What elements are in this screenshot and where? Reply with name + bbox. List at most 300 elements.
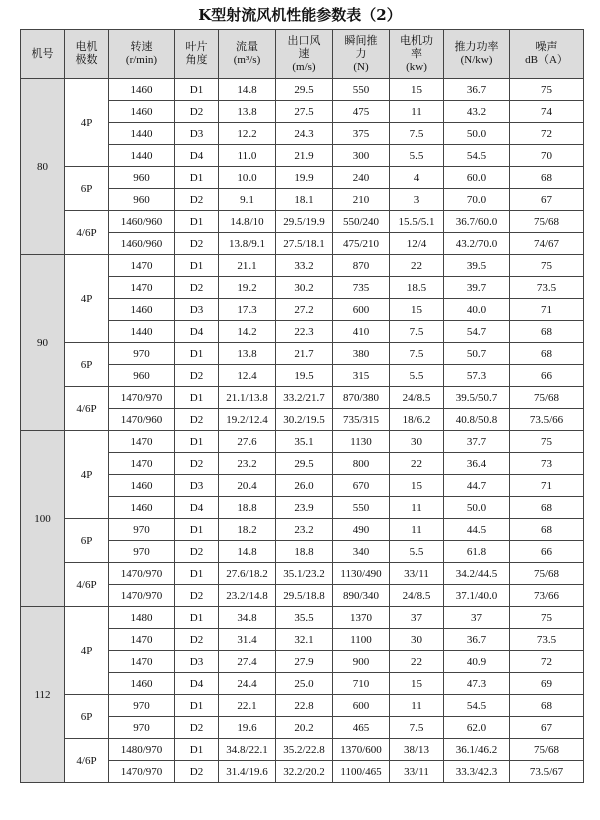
data-cell: 15.5/5.1 [390,211,444,233]
column-header-line: (m/s) [292,60,316,73]
pole-cell: 4P [65,255,109,343]
data-cell: D1 [175,739,219,761]
data-cell: D2 [175,277,219,299]
data-cell: 33.2/21.7 [276,387,333,409]
data-cell: 75 [510,255,584,277]
data-cell: 40.8/50.8 [444,409,510,431]
data-cell: 20.2 [276,717,333,739]
data-cell: 68 [510,695,584,717]
data-cell: 32.1 [276,629,333,651]
data-cell: 73/66 [510,585,584,607]
data-cell: 1470 [109,453,175,475]
data-cell: 18.8 [276,541,333,563]
data-cell: 1460 [109,299,175,321]
data-cell: 44.7 [444,475,510,497]
data-cell: D4 [175,321,219,343]
data-cell: 1470 [109,277,175,299]
data-cell: 36.7 [444,629,510,651]
data-cell: 7.5 [390,321,444,343]
data-cell: D2 [175,409,219,431]
data-cell: 70 [510,145,584,167]
data-cell: 30 [390,629,444,651]
data-cell: 40.0 [444,299,510,321]
column-header-line: 推力功率 [454,41,499,53]
column-header [276,30,333,79]
data-cell: 315 [333,365,390,387]
data-cell: 22 [390,651,444,673]
data-cell: D3 [175,651,219,673]
column-header-line: 瞬间推 [344,34,378,47]
data-cell: 1470 [109,255,175,277]
pole-cell: 6P [65,519,109,563]
data-cell: 1100 [333,629,390,651]
data-cell: 13.8/9.1 [219,233,276,255]
data-cell: 18.2 [219,519,276,541]
data-cell: 30 [390,431,444,453]
data-cell: 11 [390,101,444,123]
data-cell: 73 [510,453,584,475]
data-cell: 27.6 [219,431,276,453]
column-header [444,30,510,79]
data-cell: 75 [510,79,584,101]
data-cell: 15 [390,673,444,695]
column-header-line: (kw) [406,60,427,73]
data-cell: D2 [175,365,219,387]
data-cell: 15 [390,299,444,321]
data-cell: 670 [333,475,390,497]
data-cell: 44.5 [444,519,510,541]
data-cell: D2 [175,585,219,607]
data-cell: 25.0 [276,673,333,695]
data-cell: 1460/960 [109,211,175,233]
column-header-line: (N) [353,60,369,73]
data-cell: 40.9 [444,651,510,673]
table-row [21,607,584,629]
data-cell: 30.2 [276,277,333,299]
data-cell: 14.2 [219,321,276,343]
data-cell: 62.0 [444,717,510,739]
data-cell: 37.7 [444,431,510,453]
data-cell: 970 [109,343,175,365]
data-cell: 27.9 [276,651,333,673]
data-cell: 31.4/19.6 [219,761,276,783]
data-cell: 43.2/70.0 [444,233,510,255]
table-row [21,167,584,189]
data-cell: 1440 [109,145,175,167]
column-header [175,30,219,79]
data-cell: 970 [109,541,175,563]
data-cell: 1460 [109,79,175,101]
data-cell: 300 [333,145,390,167]
performance-table [20,29,584,783]
data-cell: 600 [333,299,390,321]
data-cell: 465 [333,717,390,739]
data-cell: 75/68 [510,739,584,761]
data-cell: 17.3 [219,299,276,321]
data-cell: 74/67 [510,233,584,255]
data-cell: D2 [175,453,219,475]
table-row [21,739,584,761]
data-cell: 36.1/46.2 [444,739,510,761]
data-cell: 21.1/13.8 [219,387,276,409]
data-cell: 66 [510,541,584,563]
page-title: K型射流风机性能参数表（2） [198,6,402,24]
column-header-line: 速 [298,47,310,60]
data-cell: 68 [510,519,584,541]
data-cell: 75/68 [510,211,584,233]
data-cell: 490 [333,519,390,541]
data-cell: 7.5 [390,343,444,365]
data-cell: 550 [333,79,390,101]
pole-cell: 6P [65,167,109,211]
table-row [21,79,584,101]
data-cell: 23.9 [276,497,333,519]
data-cell: 29.5/19.9 [276,211,333,233]
data-cell: 18.1 [276,189,333,211]
table-row [21,695,584,717]
data-cell: 33/11 [390,761,444,783]
data-cell: D1 [175,387,219,409]
data-cell: 4 [390,167,444,189]
data-cell: 69 [510,673,584,695]
data-cell: 12.4 [219,365,276,387]
data-cell: 1470/970 [109,585,175,607]
column-header-line: 机号 [31,47,54,60]
data-cell: 410 [333,321,390,343]
data-cell: 43.2 [444,101,510,123]
data-cell: 36.7/60.0 [444,211,510,233]
column-header-line: 力 [355,47,367,60]
data-cell: 23.2/14.8 [219,585,276,607]
data-cell: D2 [175,189,219,211]
data-cell: 15 [390,475,444,497]
data-cell: D3 [175,123,219,145]
data-cell: 14.8 [219,541,276,563]
data-cell: 24.4 [219,673,276,695]
column-header-line: (m³/s) [233,54,261,66]
data-cell: 22.3 [276,321,333,343]
pole-cell: 6P [65,695,109,739]
data-cell: 870/380 [333,387,390,409]
data-cell: 1470 [109,629,175,651]
model-cell: 80 [21,79,65,255]
data-cell: 26.0 [276,475,333,497]
data-cell: 15 [390,79,444,101]
pole-cell: 6P [65,343,109,387]
data-cell: 73.5 [510,629,584,651]
data-cell: 54.7 [444,321,510,343]
data-cell: 36.4 [444,453,510,475]
data-cell: D2 [175,101,219,123]
column-header-line: 噪声 [535,41,558,53]
data-cell: 33.2 [276,255,333,277]
data-cell: 39.5 [444,255,510,277]
data-cell: D1 [175,519,219,541]
data-cell: 66 [510,365,584,387]
data-cell: 27.4 [219,651,276,673]
data-cell: 1470 [109,651,175,673]
data-cell: 39.5/50.7 [444,387,510,409]
column-header [21,30,65,79]
data-cell: 35.1/23.2 [276,563,333,585]
data-cell: 1460 [109,101,175,123]
data-cell: 21.9 [276,145,333,167]
column-header-line: dB（A） [525,54,568,66]
table-row [21,343,584,365]
table-row [21,387,584,409]
data-cell: 970 [109,717,175,739]
data-cell: 33.3/42.3 [444,761,510,783]
column-header-line: 角度 [185,54,208,66]
data-cell: D3 [175,299,219,321]
data-cell: 29.5 [276,453,333,475]
data-cell: 20.4 [219,475,276,497]
pole-cell: 4P [65,79,109,167]
column-header-line: 流量 [236,41,258,53]
data-cell: 57.3 [444,365,510,387]
data-cell: 18.5 [390,277,444,299]
data-cell: 54.5 [444,695,510,717]
data-cell: 67 [510,189,584,211]
data-cell: 1100/465 [333,761,390,783]
data-cell: 29.5 [276,79,333,101]
data-cell: 31.4 [219,629,276,651]
data-cell: 5.5 [390,145,444,167]
data-cell: 60.0 [444,167,510,189]
data-cell: 1460 [109,673,175,695]
data-cell: D4 [175,673,219,695]
table-header [21,30,584,79]
data-cell: D2 [175,629,219,651]
data-cell: 27.2 [276,299,333,321]
data-cell: 22 [390,255,444,277]
data-cell: D1 [175,79,219,101]
data-cell: 68 [510,321,584,343]
data-cell: 73.5/67 [510,761,584,783]
data-cell: 73.5 [510,277,584,299]
table-row [21,431,584,453]
data-cell: 18.8 [219,497,276,519]
data-cell: 210 [333,189,390,211]
column-header [65,30,109,79]
data-cell: 970 [109,519,175,541]
data-cell: 47.3 [444,673,510,695]
data-cell: 35.1 [276,431,333,453]
data-cell: 12.2 [219,123,276,145]
data-cell: 22.8 [276,695,333,717]
data-cell: 13.8 [219,343,276,365]
column-header-line: 转速 [130,41,153,53]
data-cell: 24/8.5 [390,585,444,607]
column-header-line: 率 [411,47,422,60]
data-cell: 380 [333,343,390,365]
data-cell: 7.5 [390,717,444,739]
data-cell: 19.2/12.4 [219,409,276,431]
column-header-line: 电机 [75,41,98,53]
data-cell: D1 [175,343,219,365]
data-cell: D2 [175,761,219,783]
pole-cell: 4P [65,607,109,695]
data-cell: 12/4 [390,233,444,255]
data-cell: 50.0 [444,497,510,519]
data-cell: 11 [390,695,444,717]
data-cell: 475/210 [333,233,390,255]
data-cell: D3 [175,475,219,497]
data-cell: 74 [510,101,584,123]
data-cell: 11 [390,519,444,541]
data-cell: 32.2/20.2 [276,761,333,783]
column-header [109,30,175,79]
data-cell: 29.5/18.8 [276,585,333,607]
data-cell: D1 [175,563,219,585]
data-cell: 900 [333,651,390,673]
data-cell: 1130 [333,431,390,453]
data-cell: 23.2 [219,453,276,475]
data-cell: 54.5 [444,145,510,167]
data-cell: D2 [175,233,219,255]
data-cell: 710 [333,673,390,695]
pole-cell: 4/6P [65,739,109,783]
data-cell: 970 [109,695,175,717]
data-cell: 7.5 [390,123,444,145]
data-cell: 1440 [109,123,175,145]
data-cell: 19.2 [219,277,276,299]
data-cell: 34.2/44.5 [444,563,510,585]
data-cell: 14.8/10 [219,211,276,233]
data-cell: 890/340 [333,585,390,607]
data-cell: 21.1 [219,255,276,277]
data-cell: 27.6/18.2 [219,563,276,585]
pole-cell: 4/6P [65,211,109,255]
table-body [21,79,584,783]
data-cell: 960 [109,365,175,387]
data-cell: 61.8 [444,541,510,563]
data-cell: 22 [390,453,444,475]
data-cell: 240 [333,167,390,189]
data-cell: 19.6 [219,717,276,739]
data-cell: 23.2 [276,519,333,541]
data-cell: 1460/960 [109,233,175,255]
data-cell: 800 [333,453,390,475]
data-cell: 37 [390,607,444,629]
model-cell: 112 [21,607,65,783]
column-header-line: (r/min) [125,54,158,66]
column-header-line: 叶片 [185,41,208,53]
data-cell: 14.8 [219,79,276,101]
data-cell: 10.0 [219,167,276,189]
data-cell: 68 [510,343,584,365]
header-row [21,30,584,79]
data-cell: 68 [510,167,584,189]
data-cell: 38/13 [390,739,444,761]
data-cell: 1480 [109,607,175,629]
data-cell: 5.5 [390,365,444,387]
data-cell: 735/315 [333,409,390,431]
data-cell: D4 [175,145,219,167]
data-cell: 1370/600 [333,739,390,761]
data-cell: 375 [333,123,390,145]
data-cell: 960 [109,167,175,189]
data-cell: 24.3 [276,123,333,145]
data-cell: 71 [510,475,584,497]
data-cell: 1470 [109,431,175,453]
data-cell: 3 [390,189,444,211]
data-cell: 36.7 [444,79,510,101]
data-cell: 5.5 [390,541,444,563]
data-cell: 72 [510,123,584,145]
data-cell: 1480/970 [109,739,175,761]
data-cell: 50.7 [444,343,510,365]
data-cell: 475 [333,101,390,123]
data-cell: 19.9 [276,167,333,189]
pole-cell: 4/6P [65,387,109,431]
data-cell: 75/68 [510,563,584,585]
data-cell: 39.7 [444,277,510,299]
data-cell: D2 [175,541,219,563]
data-cell: 870 [333,255,390,277]
data-cell: D1 [175,167,219,189]
data-cell: D1 [175,255,219,277]
column-header [219,30,276,79]
data-cell: 550 [333,497,390,519]
data-cell: 22.1 [219,695,276,717]
data-cell: 70.0 [444,189,510,211]
data-cell: 27.5/18.1 [276,233,333,255]
column-header-line: 出口风 [287,34,321,47]
data-cell: 21.7 [276,343,333,365]
data-cell: 75/68 [510,387,584,409]
data-cell: 735 [333,277,390,299]
data-cell: 1470/970 [109,387,175,409]
data-cell: 1470/960 [109,409,175,431]
data-cell: 1460 [109,497,175,519]
model-cell: 90 [21,255,65,431]
data-cell: 18/6.2 [390,409,444,431]
data-cell: 1130/490 [333,563,390,585]
data-cell: 1370 [333,607,390,629]
data-cell: D1 [175,431,219,453]
data-cell: 75 [510,431,584,453]
table-row [21,519,584,541]
table-row [21,563,584,585]
column-header-line: 极数 [75,54,98,66]
data-cell: D1 [175,607,219,629]
data-cell: 1440 [109,321,175,343]
column-header-line: (N/kw) [460,54,493,66]
data-cell: 19.5 [276,365,333,387]
data-cell: 550/240 [333,211,390,233]
data-cell: D1 [175,695,219,717]
data-cell: 960 [109,189,175,211]
column-header-line: 电机功 [400,34,433,47]
data-cell: 35.2/22.8 [276,739,333,761]
data-cell: 67 [510,717,584,739]
data-cell: 34.8/22.1 [219,739,276,761]
data-cell: 73.5/66 [510,409,584,431]
data-cell: 34.8 [219,607,276,629]
data-cell: 50.0 [444,123,510,145]
data-cell: 68 [510,497,584,519]
model-cell: 100 [21,431,65,607]
data-cell: 37 [444,607,510,629]
pole-cell: 4P [65,431,109,519]
data-cell: 72 [510,651,584,673]
column-header [333,30,390,79]
data-cell: D2 [175,717,219,739]
data-cell: 11.0 [219,145,276,167]
data-cell: 11 [390,497,444,519]
data-cell: 13.8 [219,101,276,123]
